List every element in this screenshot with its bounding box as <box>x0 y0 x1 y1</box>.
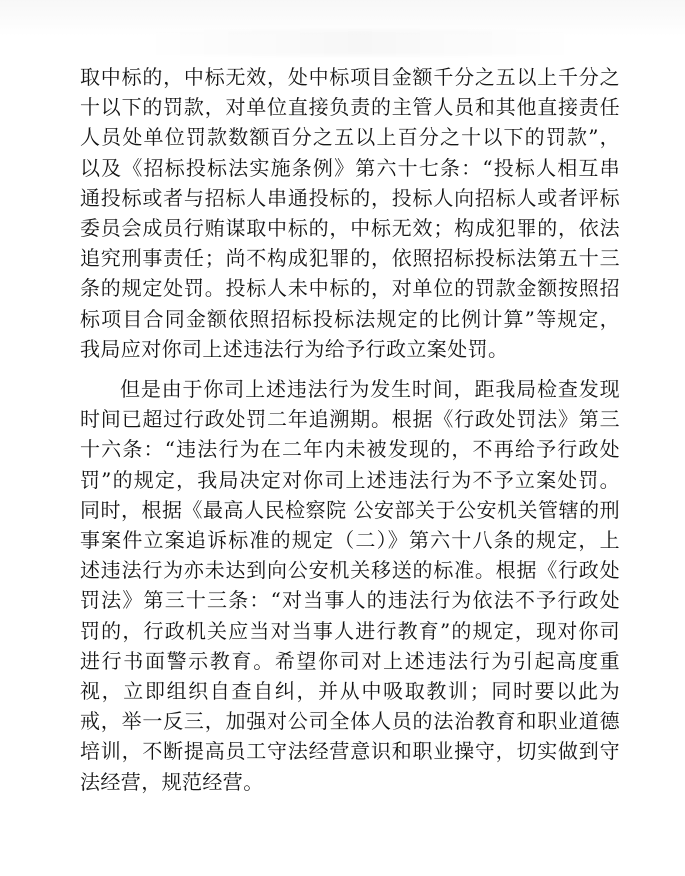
paragraph-1: 取中标的，中标无效，处中标项目金额千分之五以上千分之十以下的罚款，对单位直接负责的主管人员和其他直接责任人员处单位罚款数额百分之五以上百分之十以下的罚款”，以及《招标投标法实施条例》第六十七条：“投标人相互串通投标或者与招标人串通投标的，投标人向招标人或者评标委员会成员行贿谋取中标的，中标无效；构成犯罪的，依法追究刑事责任；尚不构成犯罪的，依照招标投标法第五十三条的规定处罚。投标人未中标的，对单位的罚款金额按照招标项目合同金额依照招标投标法规定的比例计算”等规定，我局应对你司上述违法行为给予行政立案处罚。 <box>80 65 620 361</box>
document-body <box>80 62 620 797</box>
scan-bleed-through <box>120 30 600 56</box>
paragraph-2: 但是由于你司上述违法行为发生时间，距我局检查发现时间已超过行政处罚二年追溯期。根据《行政处罚法》第三十六条：“违法行为在二年内未被发现的，不再给予行政处罚”的规定，我局决定对你司上述违法行为不予立案处罚。同时，根据《最高人民检察院 公安部关于公安机关管辖的刑事案件立案追诉标准的规定（二）》第六十八条的规定，上述违法行为亦未达到向公安机关移送的标准。根据《行政处罚法》第三十三条：“对当事人的违法行为依法不予行政处罚的，行政机关应当对当事人进行教育”的规定，现对你司进行书面警示教育。希望你司对上述违法行为引起高度重视，立即组织自查自纠，并从中吸取教训；同时要以此为戒，举一反三，加强对公司全体人员的法治教育和职业道德培训，不断提高员工守法经营意识和职业操守，切实做到守法经营，规范经营。 <box>80 377 620 794</box>
